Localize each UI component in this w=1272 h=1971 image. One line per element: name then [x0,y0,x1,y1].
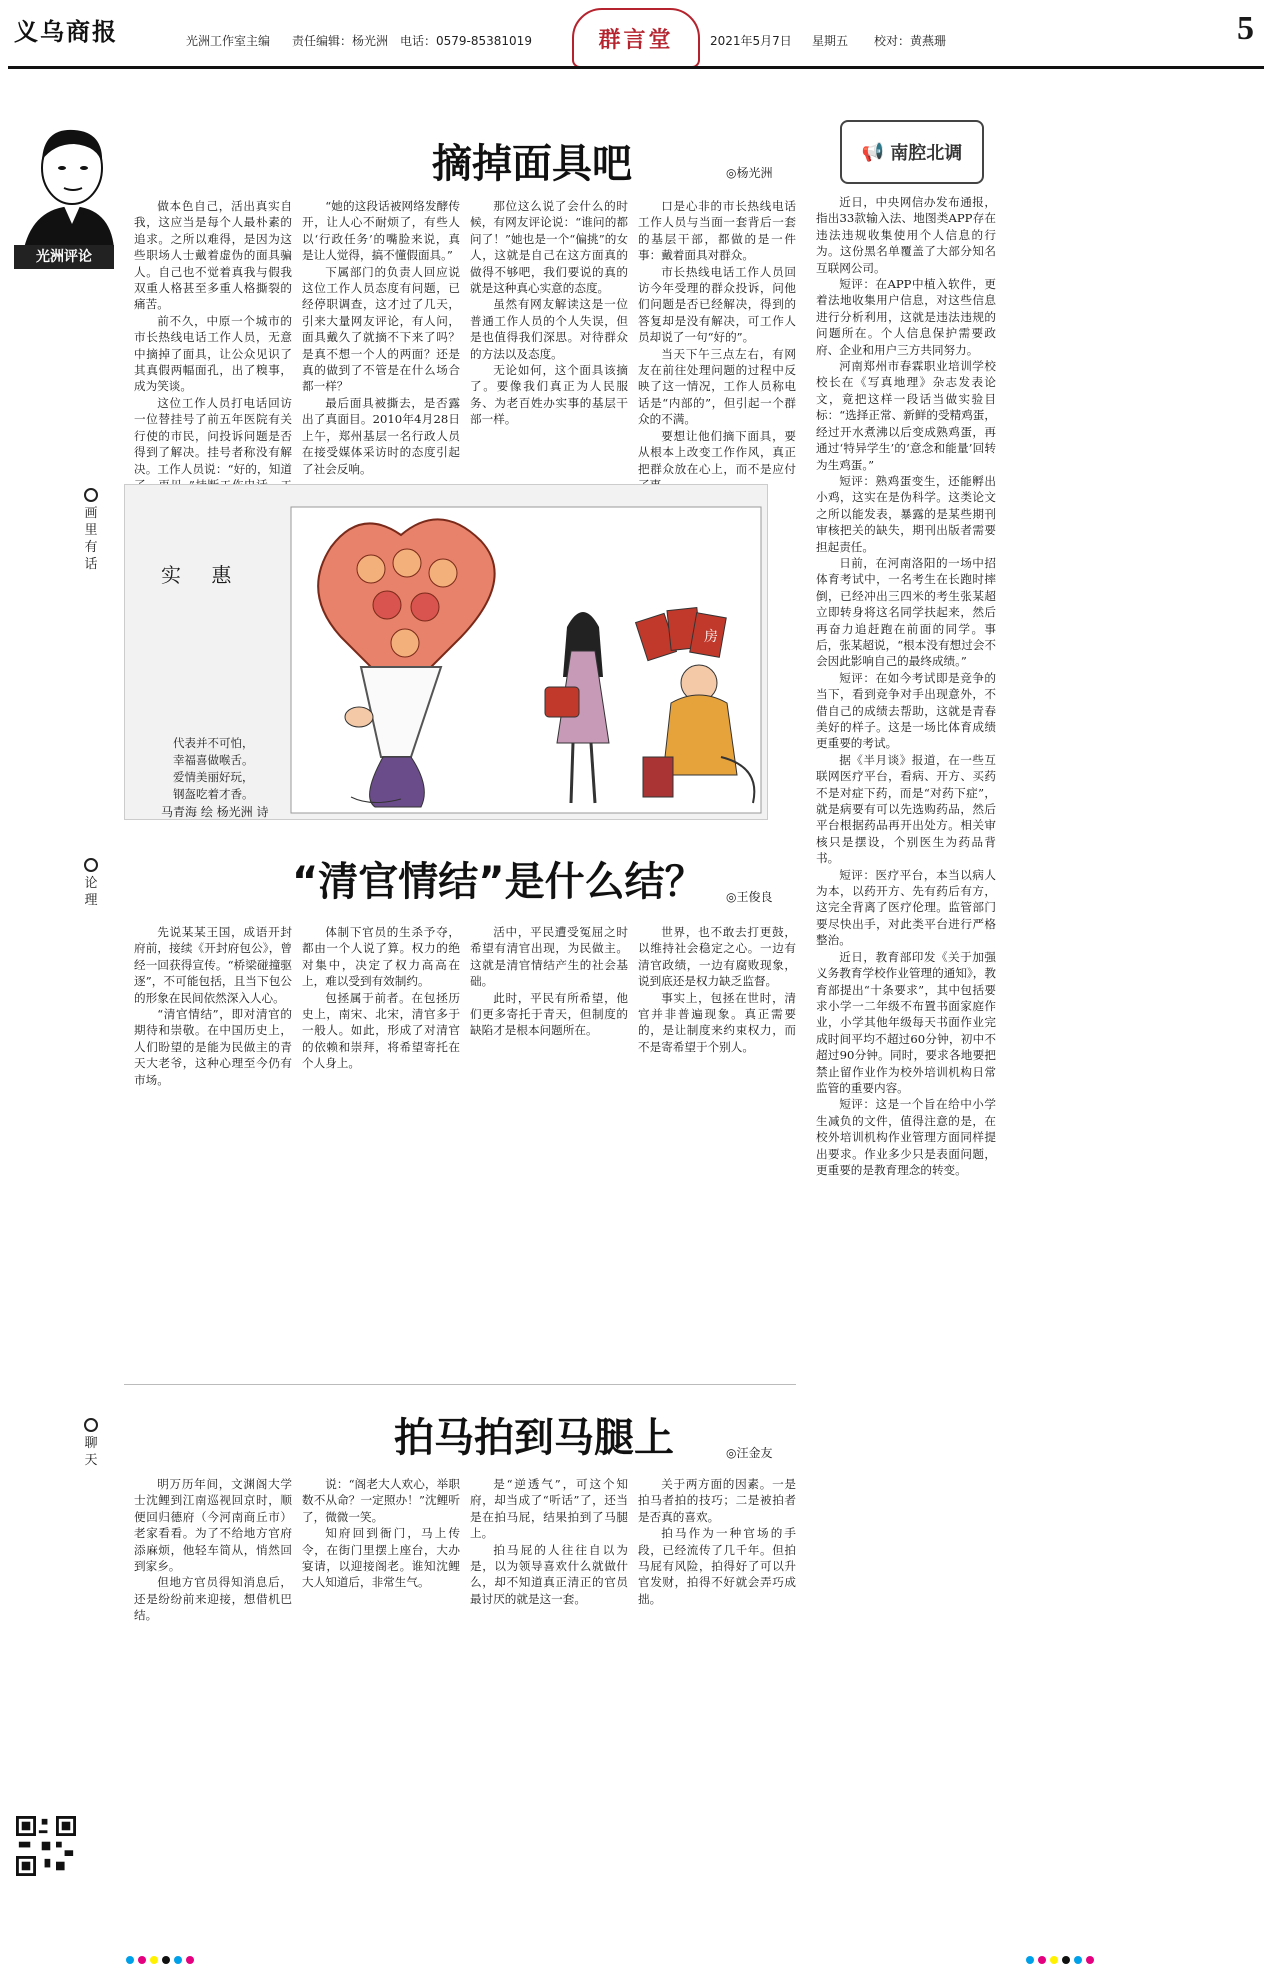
article2-title: “清官情结”是什么结？ [292,859,705,905]
sidebar-header: 📢 南腔北调 [840,120,984,184]
section-tag-cartoon: 画里有话 [80,488,102,573]
article3-column-4 [638,1476,796,1946]
news-comment: 短评：熟鸡蛋变生，还能孵出小鸡，这实在是伪科学。这类论文之所以能发表，暴露的是某些期刊审核把关的缺失，期刊出版者需要担起责任。 [816,473,996,554]
paragraph: 明万历年间，文渊阁大学士沈鲤到江南巡视回京时，顺便回归德府（今河南商丘市）老家看看。为了不给地方官府添麻烦，他轻车简从，悄然回到家乡。 [134,1477,292,1574]
news-item: 近日，中央网信办发布通报，指出33款输入法、地图类APP存在违法违规收集使用个人信息的行为。这份黑名单覆盖了大部分知名互联网公司。 [816,195,996,275]
paragraph: 口是心非的市长热线电话工作人员与当面一套背后一套的基层干部，都做的是一件事：戴着面具对群众。 [638,199,796,263]
article3-title: 拍马拍到马腿上 [394,1415,674,1461]
news-item: 据《半月谈》报道，在一些互联网医疗平台，看病、开方、买药不是对症下药，而是“对药下症”，就是病要有可以先选购药品，然后平台根据药品再开出处方。相关审核只是摆设，个别医生为药品背书。 [816,752,996,866]
article1-column-4 [638,198,796,476]
news-item: 日前，在河南洛阳的一场中招体育考试中，一名考生在长跑时摔倒，已经冲出三四米的考生张某超立即转身将这名同学扶起来，然后再奋力追赶跑在前面的同学。事后，张某超说，“根本没有想过会不会因此影响自己的最终成绩。” [816,555,996,669]
paragraph: 虽然有网友解读这是一位普通工作人员的个人失误，但是也值得我们深思。对待群众的方法以及态度。 [470,297,628,361]
news-comment: 短评：在APP中植入软件，更着法地收集用户信息，对这些信息进行分析利用，这就是违法违规的问题所在。个人信息保护需要政府、企业和用户三方共同努力。 [816,277,996,357]
paragraph: 知府回到衙门，马上传令，在街门里摆上座台，大办宴请，以迎接阁老。谁知沈鲤大人知道后，非常生气。 [302,1526,460,1590]
paragraph: 是“逆透气”，可这个知府，却当成了“听话”了，还当是在拍马屁，结果拍到了马腿上。 [470,1477,628,1541]
article3-column-2 [302,1476,460,1946]
article2-column-3 [470,924,628,1374]
article3-column-3 [470,1476,628,1946]
article1-title: 摘掉面具吧 [432,141,632,187]
paragraph: 无论如何，这个面具该摘了。要像我们真正为人民服务、为老百姓办实事的基层干部一样。 [470,363,628,427]
paragraph: 说：“阁老大人欢心，举职数不从命？一定照办！”沈鲤听了，微微一笑。 [302,1477,460,1524]
columnist-portrait [14,120,114,248]
news-item: 近日，教育部印发《关于加强义务教育学校作业管理的通知》，教育部提出“十条要求”，其中包括要求小学一二年级不布置书面家庭作业，小学其他年级每天书面作业完成时间平均不超过60分钟，初中不超过90分钟。同时，要求各地要把禁止留作业作为校外培训机构日常监管的重要内容。 [816,949,996,1095]
article3-byline: ◎汪金友 [726,1446,773,1460]
responsible-editor: 责任编辑：杨光洲 [292,34,389,48]
paragraph: 这位工作人员打电话回访一位替挂号了前五年医院有关行使的市民，问投诉问题是否得到了解决。挂号者称没有解决。工作人员说：“好的，知道 [134,395,292,476]
paragraph: 拍马作为一种官场的手段，已经流传了几千年。但拍马屁有风险，拍得好了可以升官发财，拍得不好就会弄巧成拙。 [638,1526,796,1606]
article2-column-1 [134,924,292,1374]
bullet-icon [84,1418,98,1432]
article2-column-4 [638,924,796,1374]
paragraph: 前不久，中原一个城市的市长热线电话工作人员，无意中摘掉了面具，让公众见识了其真假两幅面孔，出了糗事，成为笑谈。 [134,313,292,394]
paragraph: 事实上，包拯在世时，清官并非普遍现象。真正需要的，是让制度来约束权力，而不是寄希望于个别人。 [638,990,796,1054]
section-tag-theory: 论理 [80,858,102,909]
paragraph: “清官情结”，即对清官的期待和崇敬。在中国历史上，人们盼望的是能为民做主的青天大老爷，这种心理至今仍有市场。 [134,1007,292,1087]
article2-column-2 [302,924,460,1374]
paragraph: 做本色自己，活出真实自我，这应当是每个人最朴素的追求。之所以难得，是因为这些职场人士戴着虚伪的面具骗人。自己也不觉着真我与假我双重人格甚至多重人格撕裂的痛苦。 [134,199,292,312]
paragraph: 当天下午三点左右，有网友在前往处理问题的过程中反映了这一情况，工作人员称电话是“内部的”，但引起一个群众的不满。 [638,346,796,427]
news-comment: 短评：在如今考试即是竞争的当下，看到竞争对手出现意外，不借自己的成绩去帮助，这就是青春美好的样子。这是一场比体育成绩更重要的考试。 [816,670,996,751]
paragraph: 此时，平民有所希望，他们更多寄托于青天，但制度的缺陷才是根本问题所在。 [470,990,628,1038]
paragraph: 包拯属于前者。在包拯历史上，南宋、北宋，清官多于一般人。如此，形成了对清官的依赖和崇拜，将希望寄托在个人身上。 [302,990,460,1071]
issue-weekday: 星期五 [812,34,849,48]
news-comment: 短评：医疗平台，本当以病人为本，以药开方、先有药后有方，这完全背离了医疗伦理。监管部门要尽快出手，对此类平台进行严格整治。 [816,867,996,948]
section-divider [124,1384,796,1385]
cartoon-house-label: 房 [704,629,718,645]
paragraph: 活中，平民遭受冤屈之时希望有清官出现，为民做主。这就是清官情结产生的社会基础。 [470,925,628,989]
article1-column-1 [134,198,292,476]
megaphone-icon: 📢 [861,141,885,163]
paragraph: 但地方官员得知消息后，还是纷纷前来迎接，想借机巴结。 [134,1575,292,1623]
editor-info: 光洲工作室主编 [186,34,271,48]
cartoon-panel [124,484,768,820]
issue-date: 2021年5月7日 [710,34,792,48]
paragraph: 市长热线电话工作人员回访今年受理的群众投诉，问他们问题是否已经解决，得到的答复却是没有解决，可工作人员却说了一句“好的”。 [638,264,796,345]
article2-byline: ◎王俊良 [726,890,773,904]
cartoon-title: 实 惠 [161,563,244,587]
cartoon-illustration [291,507,761,813]
news-item: 河南郑州市春霖职业培训学校校长在《写真地理》杂志发表论文，竟把这样一段话当做实验目标：“选择正常、新鲜的受精鸡蛋，经过开水煮沸以后变成熟鸡蛋，再通过‘特异学生’的‘意念和能量’回转为生鸡蛋。” [816,359,996,472]
article1-column-2 [302,198,460,476]
qr-code-icon [16,1816,76,1876]
paragraph: “她的这段话被网络发酵传开，让人心不耐烦了，有些人以‘行政任务’的嘴脸来说，真是让人觉得，搞不懂假面具。” [302,199,460,263]
masthead-rule [8,66,1264,69]
masthead [0,0,1272,74]
cartoon-poem: 代表并不可怕， 幸福喜做喉舌。 爱情美丽好玩， 钢盔吃着才香。 [173,736,254,801]
paragraph: 体制下官员的生杀予夺，都由一个人说了算。权力的绝对集中，决定了权力高高在上，难以受到有效制约。 [302,925,460,989]
color-registration-strip [0,1952,1272,1968]
sidebar-column-1 [816,194,996,1944]
paragraph: 要想让他们摘下面具，要从根本上改变工作作风，真正把群众放在心上，而不是应付 [638,428,796,476]
news-comment: 短评：这是一个旨在给中小学生减负的文件，值得注意的是，在校外培训机构作业管理方面同样提出要求。作业多少只是表面问题，更重要的是教育理念的转变。 [816,1097,996,1177]
paragraph: 最后面具被撕去，是否露出了真面目。2010年4月28日上午，郑州基层一名行政人员在接受媒体采访时的态度引起了社会反响。 [302,395,460,476]
article3-column-1 [134,1476,292,1946]
bullet-icon [84,488,98,502]
article1-byline: ◎杨光洲 [726,166,773,180]
paragraph: 那位这么说了会什么的时候，有网友评论说：“谁问的都问了！”她也是一个“偏挑”的女人，这就是自己在这方面真的做得不够吧，我们要说的真的就是这种真心实意的态度。 [470,199,628,296]
bullet-icon [84,858,98,872]
cartoon-credit: 马青海 绘 杨光洲 诗 [161,805,269,819]
proofreader: 校对：黄燕珊 [874,34,947,48]
paragraph: 下属部门的负责人回应说这位工作人员态度有问题，已经停职调查，这才过了几天，引来大量网友评论，有人问，面具戴久了就摘不下来了吗？是真不想一个人的两面？还是真的做到了不管是在什么场合都一样？ [302,264,460,394]
article1-column-3 [470,198,628,470]
paragraph: 世界，也不敢去打更鼓，以维持社会稳定之心。一边有清官政绩，一边有腐败现象，说到底还是权力缺乏监督。 [638,925,796,989]
section-emblem: 群言堂 [572,8,700,68]
paragraph: 拍马屁的人往往自以为是，以为领导喜欢什么就做什么，却不知道真正清正的官员最讨厌的就是这一套。 [470,1542,628,1606]
paragraph: 先说某某王国，成语开封府前，接续《开封府包公》，曾经一回获得宣传。“桥梁碰撞驱逐”，不可能包括，且当下包公的形象在民间依然深入人心。 [134,925,292,1005]
paper-name: 义乌商报 [14,17,118,46]
phone-number: 电话：0579-85381019 [400,34,532,48]
page-number: 5 [1237,10,1254,47]
section-tag-chat: 聊天 [80,1418,102,1469]
paragraph: 关于两方面的因素。一是拍马者拍的技巧；二是被拍者是否真的喜欢。 [638,1477,796,1524]
column-label: 光洲评论 [14,245,114,269]
